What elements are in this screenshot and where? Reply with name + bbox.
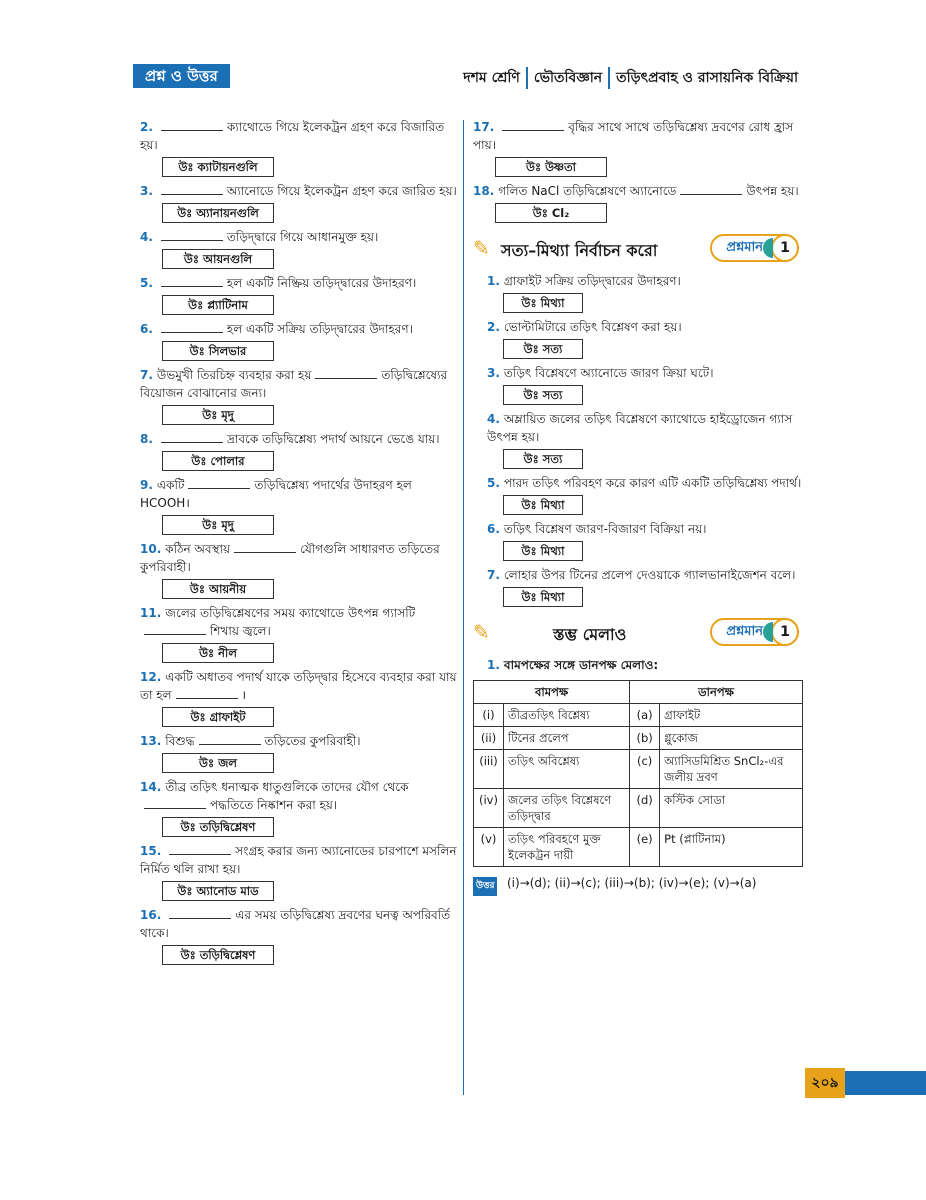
page-number-bar	[845, 1071, 926, 1095]
tf-item	[473, 410, 803, 474]
answer-box: উঃ গ্রাফাইট	[162, 707, 274, 727]
question-text	[140, 732, 458, 750]
right-item: গ্রাফাইট	[660, 704, 803, 727]
page-header	[133, 62, 798, 92]
answer-box: উঃ জল	[162, 753, 274, 773]
left-item: তীব্রতড়িৎ বিশ্লেষ্য	[504, 704, 630, 727]
tf-item	[473, 520, 803, 566]
answer-box: উঃ মিথ্যা	[503, 587, 583, 607]
left-item: তড়িৎ পরিবহণে মুক্ত ইলেকট্রন দায়ী	[504, 828, 630, 867]
question-prefix: গলিত NaCl তড়িদ্বিশ্লেষণে অ্যানোডে	[498, 184, 677, 198]
left-column	[140, 118, 458, 970]
question-item	[140, 274, 458, 320]
marks-badge-number: 1	[771, 234, 799, 262]
question-prefix: একটি	[156, 478, 185, 492]
question-suffix: হল একটি নিষ্ক্রিয় তড়িদ্দ্বারের উদাহরণ।	[226, 276, 417, 290]
question-suffix: শিখায় জ্বলে।	[210, 624, 271, 638]
question-number: 6.	[140, 322, 153, 336]
right-item: গ্লুকোজ	[660, 727, 803, 750]
question-suffix: এর সময় তড়িদ্বিশ্লেষ্য দ্রবণের ঘনত্ব অপরিবর্তি থাকে।	[140, 908, 451, 940]
question-number: 5.	[140, 276, 153, 290]
question-item	[140, 732, 458, 778]
question-prefix: বিশুদ্ধ	[165, 734, 195, 748]
question-text	[140, 182, 458, 200]
question-number: 10.	[140, 542, 162, 556]
tf-statement	[473, 364, 803, 382]
question-item	[140, 182, 458, 228]
question-number: 1.	[487, 658, 500, 672]
question-item	[473, 118, 803, 182]
question-number: 3.	[487, 366, 500, 380]
question-suffix: যৌগগুলি সাধারণত তড়িতের কুপরিবাহী।	[140, 542, 440, 574]
answer-blank	[502, 119, 564, 131]
table-row	[474, 727, 803, 750]
right-index: (b)	[630, 727, 660, 750]
question-item	[140, 118, 458, 182]
question-item	[140, 320, 458, 366]
left-column-heading: বামপক্ষ	[474, 681, 630, 704]
question-item	[140, 668, 458, 732]
question-number: 15.	[140, 844, 162, 858]
question-number: 4.	[487, 412, 500, 426]
header-class: দশম শ্রেণি	[463, 70, 520, 86]
tf-item	[473, 318, 803, 364]
pencil-icon: ✎	[473, 236, 490, 260]
header-chapter: তড়িৎপ্রবাহ ও রাসায়নিক বিক্রিয়া	[616, 70, 798, 86]
answer-box: উঃ মৃদু	[162, 515, 274, 535]
question-number: 17.	[473, 120, 495, 134]
right-index: (a)	[630, 704, 660, 727]
answer-box: উঃ নীল	[162, 643, 274, 663]
tf-section-header	[473, 234, 803, 264]
question-item	[140, 540, 458, 604]
left-index: (iv)	[474, 789, 504, 828]
statement-text: লোহার উপর টিনের প্রলেপ দেওয়াকে গ্যালভানাইজেশন বলে।	[503, 568, 796, 582]
statement-text: তড়িৎ বিশ্লেষণ জারণ-বিজারণ বিক্রিয়া নয়।	[503, 522, 707, 536]
answer-blank	[161, 229, 223, 241]
left-index: (v)	[474, 828, 504, 867]
question-prefix: উভমুখী তিরচিহ্ন ব্যবহার করা হয়	[156, 368, 312, 382]
right-index: (e)	[630, 828, 660, 867]
question-suffix: বৃদ্ধির সাথে সাথে তড়িদ্বিশ্লেষ্য দ্রবণের রোধ হ্রাস পায়।	[473, 120, 794, 152]
question-number: 12.	[140, 670, 162, 684]
marks-badge	[710, 618, 799, 646]
question-number: 11.	[140, 606, 162, 620]
table-row	[474, 750, 803, 789]
tf-statement	[473, 272, 803, 290]
question-text	[140, 604, 458, 640]
question-number: 6.	[487, 522, 500, 536]
answer-box: উঃ প্ল্যাটিনাম	[162, 295, 274, 315]
tf-item	[473, 566, 803, 612]
question-text	[140, 778, 458, 814]
answer-box: উঃ সিলভার	[162, 341, 274, 361]
question-suffix: দ্রাবকে তড়িদ্বিশ্লেষ্য পদার্থ আয়নে ভেঙে যায়।	[226, 432, 440, 446]
question-text	[140, 668, 458, 704]
right-column-heading: ডানপক্ষ	[630, 681, 803, 704]
question-number: 16.	[140, 908, 162, 922]
tf-statement	[473, 474, 803, 492]
left-index: (i)	[474, 704, 504, 727]
question-suffix: অ্যানোডে গিয়ে ইলেকট্রন গ্রহণ করে জারিত হয়।	[226, 184, 457, 198]
question-number: 14.	[140, 780, 162, 794]
question-item	[140, 604, 458, 668]
answer-box: উঃ অ্যানায়নগুলি	[162, 203, 274, 223]
table-row	[474, 828, 803, 867]
tf-list	[473, 272, 803, 612]
question-suffix: সংগ্রহ করার জন্য অ্যানোডের চারপাশে মসলিন নির্মিত থলি রাখা হয়।	[140, 844, 457, 876]
tf-statement	[473, 566, 803, 584]
marks-badge	[710, 234, 799, 262]
question-item	[140, 842, 458, 906]
statement-text: তড়িৎ বিশ্লেষণে অ্যানোডে জারণ ক্রিয়া ঘটে।	[503, 366, 714, 380]
left-index: (ii)	[474, 727, 504, 750]
question-text	[473, 118, 803, 154]
tf-item	[473, 474, 803, 520]
question-text	[140, 228, 458, 246]
question-text	[140, 842, 458, 878]
answer-box: উঃ পোলার	[162, 451, 274, 471]
question-suffix: ক্যাথোডে গিয়ে ইলেকট্রন গ্রহণ করে বিজারিত হয়।	[140, 120, 445, 152]
left-item: জলের তড়িৎ বিশ্লেষণে তড়িদ্দ্বার	[504, 789, 630, 828]
answer-box: উঃ সত্য	[503, 385, 583, 405]
answer-box: উঃ আয়নগুলি	[162, 249, 274, 269]
tf-item	[473, 364, 803, 410]
header-info	[463, 66, 798, 90]
answer-box: উঃ মিথ্যা	[503, 541, 583, 561]
answer-box: উঃ তড়িদ্বিশ্লেষণ	[162, 945, 274, 965]
answer-tag: উত্তর	[473, 877, 497, 896]
answer-box: উঃ আয়নীয়	[162, 579, 274, 599]
question-number: 7.	[487, 568, 500, 582]
answer-blank	[161, 119, 223, 131]
question-prefix: তীব্র তড়িৎ ধনাত্মক ধাতুগুলিকে তাদের যৌগ থেকে	[165, 780, 409, 794]
header-subject: ভৌতবিজ্ঞান	[533, 70, 603, 86]
tf-item	[473, 272, 803, 318]
question-text	[140, 430, 458, 448]
answer-blank	[161, 321, 223, 333]
answer-blank	[144, 797, 206, 809]
left-index: (iii)	[474, 750, 504, 789]
question-text	[140, 118, 458, 154]
answer-blank	[161, 431, 223, 443]
question-item	[140, 778, 458, 842]
header-separator	[608, 67, 610, 89]
answer-box: উঃ Cl₂	[495, 203, 607, 223]
question-suffix: তড়িদ্বিশ্লেষ্যের বিয়োজন বোঝানোর জন্য।	[140, 368, 448, 400]
question-number: 3.	[140, 184, 153, 198]
answer-blank	[176, 687, 238, 699]
page-number-value: ২০৯	[805, 1068, 845, 1098]
header-separator	[526, 67, 528, 89]
question-suffix: তড়িদ্বিশ্লেষ্য পদার্থের উদাহরণ হল HCOOH।	[140, 478, 412, 510]
question-suffix: হল একটি সক্রিয় তড়িদ্দ্বারের উদাহরণ।	[226, 322, 413, 336]
answer-box: উঃ মৃদু	[162, 405, 274, 425]
question-number: 2.	[487, 320, 500, 334]
match-answer	[473, 875, 803, 892]
right-index: (c)	[630, 750, 660, 789]
match-section-header	[473, 618, 803, 648]
marks-badge-label: প্রশ্নমান	[726, 240, 763, 255]
answer-box: উঃ তড়িদ্বিশ্লেষণ	[162, 817, 274, 837]
question-suffix: তড়িদ্দ্বারে গিয়ে আধানমুক্ত হয়।	[226, 230, 379, 244]
answer-box: উঃ ক্যাটায়নগুলি	[162, 157, 274, 177]
question-text	[140, 320, 458, 338]
question-prefix: জলের তড়িদ্বিশ্লেষণের সময় ক্যাথোডে উৎপন্ন গ্যাসটি	[165, 606, 416, 620]
question-text	[140, 906, 458, 942]
answer-blank	[199, 733, 261, 745]
answer-box: উঃ সত্য	[503, 449, 583, 469]
statement-text: গ্রাফাইট সক্রিয় তড়িদ্দ্বারের উদাহরণ।	[503, 274, 681, 288]
tf-section-title: সত্য–মিথ্যা নির্বাচন করো	[501, 241, 658, 260]
question-item	[140, 228, 458, 274]
pencil-icon: ✎	[473, 620, 490, 644]
answer-blank	[188, 477, 250, 489]
question-suffix: উৎপন্ন হয়।	[746, 184, 799, 198]
column-divider	[463, 120, 464, 1095]
answer-blank	[161, 275, 223, 287]
fill-blank-continued	[473, 118, 803, 228]
statement-text: ভোল্টামিটারে তড়িৎ বিশ্লেষণ করা হয়।	[503, 320, 682, 334]
tf-statement	[473, 520, 803, 538]
page-number	[805, 1068, 926, 1098]
answer-blank	[680, 183, 742, 195]
question-prefix: কঠিন অবস্থায়	[165, 542, 231, 556]
answer-blank	[169, 907, 231, 919]
answer-blank	[234, 541, 296, 553]
question-number: 4.	[140, 230, 153, 244]
match-table	[473, 680, 803, 867]
right-item: অ্যাসিডমিশ্রিত SnCl₂-এর জলীয় দ্রবণ	[660, 750, 803, 789]
answer-blank	[169, 843, 231, 855]
right-index: (d)	[630, 789, 660, 828]
question-suffix: তড়িতের কুপরিবাহী।	[264, 734, 361, 748]
marks-badge-number: 1	[771, 618, 799, 646]
question-text	[140, 476, 458, 512]
question-number: 7.	[140, 368, 153, 382]
answer-blank	[144, 623, 206, 635]
question-number: 2.	[140, 120, 153, 134]
right-item: কস্টিক সোডা	[660, 789, 803, 828]
question-number: 9.	[140, 478, 153, 492]
table-row	[474, 789, 803, 828]
question-item	[140, 906, 458, 970]
question-item	[140, 476, 458, 540]
match-answer-text: (i)→(d); (ii)→(c); (iii)→(b); (iv)→(e); (v)→(a)	[507, 876, 757, 890]
left-item: টিনের প্রলেপ	[504, 727, 630, 750]
answer-box: উঃ অ্যানোড মাড	[162, 881, 274, 901]
question-number: 1.	[487, 274, 500, 288]
tf-statement	[473, 410, 803, 446]
question-number: 18.	[473, 184, 495, 198]
tf-statement	[473, 318, 803, 336]
match-instruction	[473, 656, 803, 674]
answer-blank	[161, 183, 223, 195]
marks-badge-label: প্রশ্নমান	[726, 624, 763, 639]
question-text	[473, 182, 803, 200]
question-text	[140, 274, 458, 292]
left-item: তড়িৎ অবিশ্লেষ্য	[504, 750, 630, 789]
question-item	[140, 366, 458, 430]
question-number: 8.	[140, 432, 153, 446]
right-column	[473, 118, 803, 892]
question-item	[473, 182, 803, 228]
match-section-title: স্তম্ভ মেলাও	[553, 625, 627, 644]
answer-box: উঃ সত্য	[503, 339, 583, 359]
statement-text: পারদ তড়িৎ পরিবহণ করে কারণ এটি একটি তড়িদ্বিশ্লেষ্য পদার্থ।	[503, 476, 802, 490]
statement-text: অম্লায়িত জলের তড়িৎ বিশ্লেষণে ক্যাথোডে হাইড্রোজেন গ্যাস উৎপন্ন হয়।	[487, 412, 793, 444]
answer-box: উঃ উষ্ণতা	[495, 157, 607, 177]
answer-blank	[315, 367, 377, 379]
question-number: 5.	[487, 476, 500, 490]
question-prefix: একটি অধাতব পদার্থ যাকে তড়িদ্দ্বার হিসেবে ব্যবহার করা যায় তা হল	[140, 670, 457, 702]
question-text	[140, 540, 458, 576]
question-suffix: ।	[241, 688, 247, 702]
answer-box: উঃ মিথ্যা	[503, 495, 583, 515]
table-row	[474, 704, 803, 727]
question-item	[140, 430, 458, 476]
answer-box: উঃ মিথ্যা	[503, 293, 583, 313]
header-tag: প্রশ্ন ও উত্তর	[133, 64, 230, 88]
question-number: 13.	[140, 734, 162, 748]
question-suffix: পদ্ধতিতে নিষ্কাশন করা হয়।	[210, 798, 338, 812]
right-item: Pt (প্লাটিনাম)	[660, 828, 803, 867]
instruction-text: বামপক্ষের সঙ্গে ডানপক্ষ মেলাও:	[503, 658, 659, 672]
question-text	[140, 366, 458, 402]
